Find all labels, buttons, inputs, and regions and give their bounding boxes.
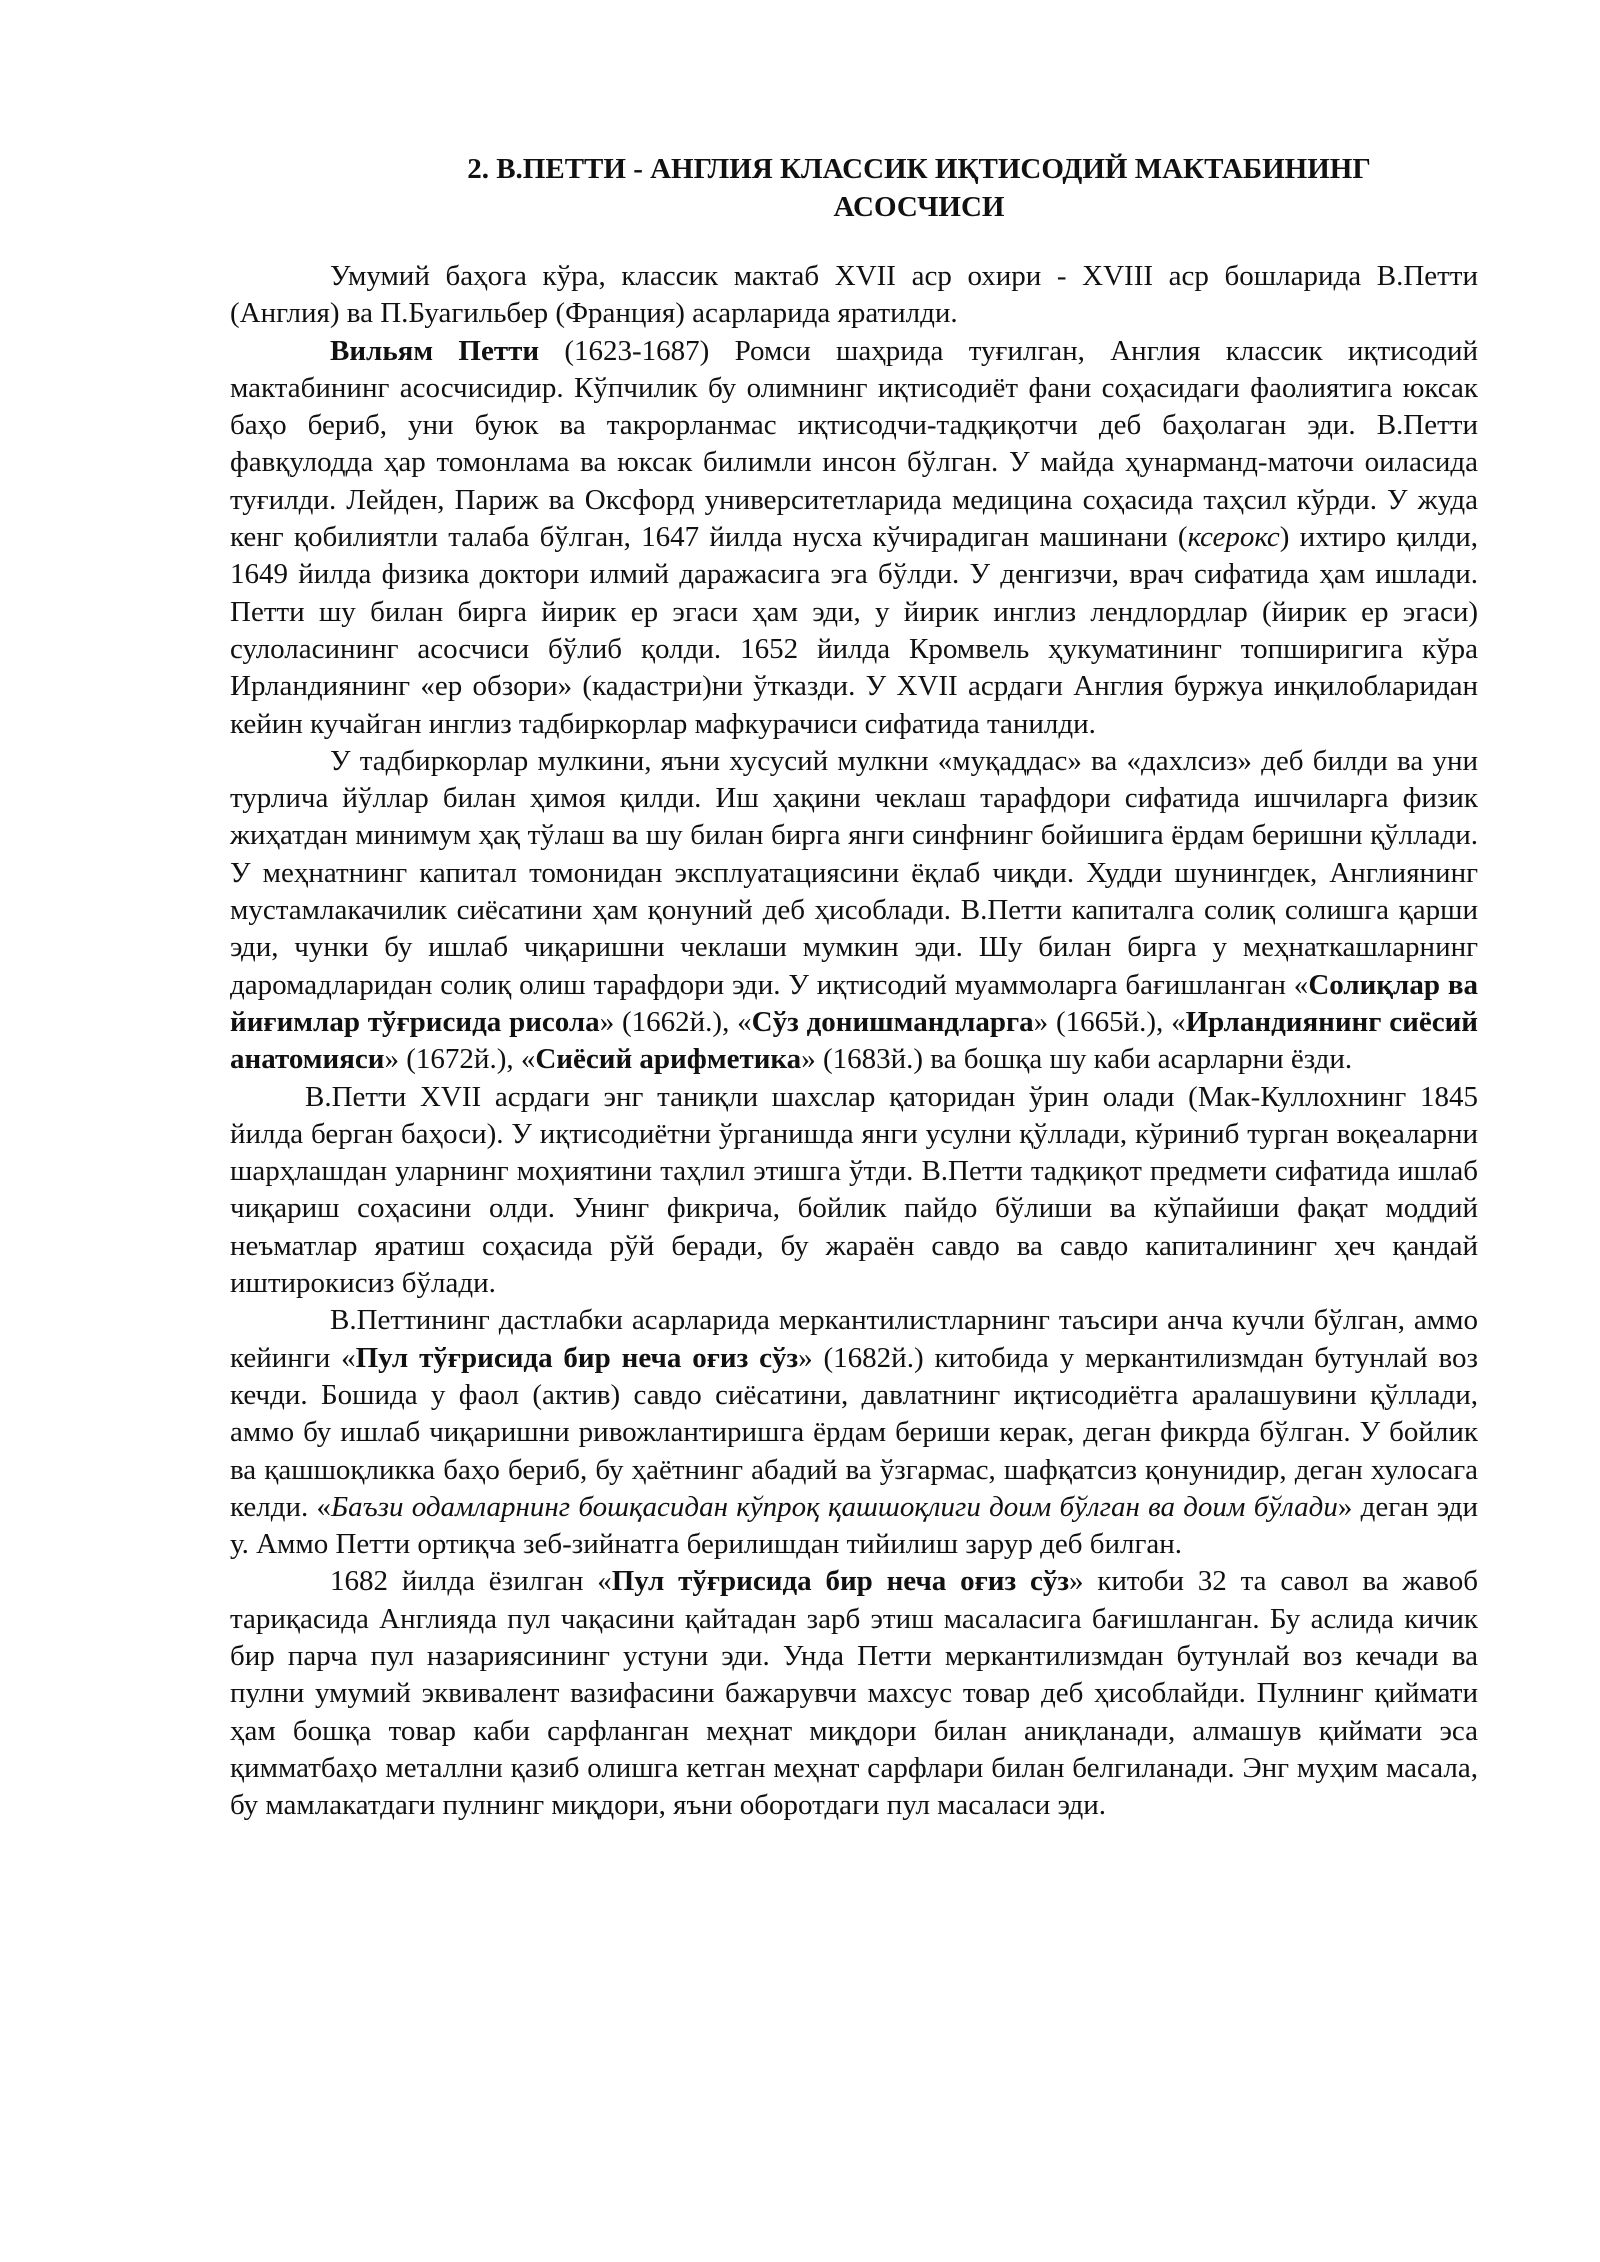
document-page	[230, 150, 1478, 1824]
work-title-arithmetic: Сиёсий арифметика	[535, 1043, 802, 1076]
paragraph-views-text-3: » (1665й.), «	[1033, 1005, 1186, 1038]
paragraph-views-text-1: У тадбиркорлар мулкини, яъни хусусий мулкни «муқаддас» ва «дахлсиз» деб билди ва уни турлича йўллар билан ҳимоя қилди. Иш ҳақини чеклаш тарафдори сифатида ишчиларга физик жиҳатдан минимум ҳақ тўлаш ва шу билан бирга янги синфнинг бойишига ёрдам беришни қўллади. У меҳнатнинг капитал томонидан эксплуатациясини ёқлаб чиқди. Худди шунингдек, Англиянинг мустамлакачилик сиёсатини ҳам қонуний деб ҳисоблади. В.Петти капиталга солиқ солишга қарши эди, чунки бу ишлаб чиқаришни чеклаши мумкин эди. Шу билан бирга у меҳнаткашларнинг даромадларидан солиқ олиш тарафдори эди. У иқтисодий муаммоларга бағишланган «	[230, 744, 1478, 1001]
section-title-line-2: АСОСЧИСИ	[833, 191, 1005, 223]
paragraph-mercantilism	[230, 1302, 1478, 1563]
paragraph-money-theory-text-2: » китоби 32 та савол ва жавоб тариқасида Англияда пул чақасини қайтадан зарб этиш масаласига бағишланган. Бу аслида кичик бир парча пул назариясининг устуни эди. Унда Петти меркантилизмдан бутунлай воз кечади ва пулни умумий эквивалент вазифасини бажарувчи махсус товар деб ҳисоблайди. Пулнинг қиймати ҳам бошқа товар каби сарфланган меҳнат миқдори билан аниқланади, алмашув қиймати эса қимматбаҳо металлни қазиб олишга кетган меҳнат сарфлари билан белгиланади. Энг муҳим масала, бу мамлакатдаги пулнинг миқдори, яъни оборотдаги пул масаласи эди.	[230, 1565, 1478, 1822]
paragraph-biography-text-2: ) ихтиро қилди, 1649 йилда физика доктори илмий даражасига эга бўлди. У денгизчи, врач сифатида ҳам ишлади. Петти шу билан бирга йирик ер эгаси ҳам эди, у йирик инглиз лендлордлар (йирик ер эгаси) сулоласининг асосчиси бўлиб қолди. 1652 йилда Кромвель ҳукуматининг топширигига кўра Ирландиянинг «ер обзори» (кадастри)ни ўтказди. У XVII асрдаги Англия буржуа инқилобларидан кейин кучайган инглиз тадбиркорлар мафкурачиси сифатида танилди.	[230, 521, 1478, 740]
paragraph-intro-text: Умумий баҳога кўра, классик мактаб XVII аср охири - XVIII аср бошларида В.Петти (Англия) ва П.Буагильбер (Франция) асарларида яратилди.	[230, 260, 1478, 330]
paragraph-method	[230, 1079, 1478, 1303]
work-title-ireland: Ирландиянинг сиёсий анатомияси	[230, 1005, 1478, 1076]
person-name-bold: Вильям Петти	[330, 334, 540, 367]
paragraph-intro	[230, 258, 1478, 333]
paragraph-views	[230, 743, 1478, 1079]
paragraph-views-text-2: » (1662й.), «	[599, 1005, 752, 1038]
work-title-money-2: Пул тўғрисида бир неча оғиз сўз	[611, 1565, 1069, 1598]
paragraph-biography	[230, 333, 1478, 743]
paragraph-views-text-4: » (1672й.), «	[384, 1043, 536, 1076]
paragraph-biography-text-1: (1623-1687) Ромси шаҳрида туғилган, Англия классик иқтисодий мактабининг асосчисидир. Кўпчилик бу олимнинг иқтисодиёт фани соҳасидаги фаолиятига юксак баҳо бериб, уни буюк ва такрорланмас иқтисодчи-тадқиқотчи деб баҳолаган эди. В.Петти фавқулодда ҳар томонлама ва юксак билимли инсон бўлган. У майда ҳунарманд-маточи оиласида туғилди. Лейден, Париж ва Оксфорд университетларида медицина соҳасида таҳсил кўрди. У жуда кенг қобилиятли талаба бўлган, 1647 йилда нусха кўчирадиган машинани (	[230, 334, 1478, 554]
quote-italic: Баъзи одамларнинг бошқасидан кўпроқ қашшоқлиги доим бўлган ва доим бўлади	[331, 1490, 1338, 1523]
section-title	[230, 150, 1478, 226]
paragraph-mercantilism-text-2: » (1682й.) китобида у меркантилизмдан бутунлай воз кечди. Бошида у фаол (актив) савдо сиёсатини, давлатнинг иқтисодиётга аралашувини қўллади, аммо бу ишлаб чиқаришни ривожлантиришга ёрдам бериши керак, деган фикрда бўлган. У бойлик ва қашшоқликка баҳо бериб, бу ҳаётнинг абадий ва ўзгармас, шафқатсиз қонунидир, деган хулосага келди. «	[230, 1341, 1479, 1523]
paragraph-money-theory-text-1: 1682 йилда ёзилган «	[330, 1565, 612, 1598]
paragraph-mercantilism-text-3: » деган эди у. Аммо Петти ортиқча зеб-зийнатга берилишдан тийилиш зарур деб билган.	[230, 1490, 1478, 1561]
section-title-line-1: 2. В.ПЕТТИ - АНГЛИЯ КЛАССИК ИҚТИСОДИЙ МАКТАБИНИНГ	[467, 153, 1371, 185]
work-title-taxes: Солиқлар ва йиғимлар тўғрисида рисола	[230, 968, 1478, 1038]
paragraph-method-text: В.Петти XVII асрдаги энг таниқли шахслар қаторидан ўрин олади (Мак-Куллохнинг 1845 йилда берган баҳоси). У иқтисодиётни ўрганишда янги усулни қўллади, кўриниб турган воқеаларни шарҳлашдан уларнинг моҳиятини таҳлил этишга ўтди. В.Петти тадқиқот предмети сифатида ишлаб чиқариш соҳасини олди. Унинг фикрича, бойлик пайдо бўлиши ва кўпайиши фақат моддий неъматлар яратиш соҳасида рўй беради, бу жараён савдо ва савдо капиталининг ҳеч қандай иштирокисиз бўлади.	[230, 1080, 1478, 1300]
paragraph-views-text-5: » (1683й.) ва бошқа шу каби асарларни ёзди.	[801, 1043, 1353, 1076]
xerox-term-italic: ксерокс	[1187, 521, 1280, 554]
paragraph-money-theory	[230, 1563, 1478, 1824]
paragraph-mercantilism-text-1: В.Петтининг дастлабки асарларида меркантилистларнинг таъсири анча кучли бўлган, аммо кейинги «	[230, 1304, 1478, 1374]
work-title-money: Пул тўғрисида бир неча оғиз сўз	[355, 1341, 799, 1374]
work-title-wise: Сўз донишмандларга	[751, 1005, 1034, 1038]
